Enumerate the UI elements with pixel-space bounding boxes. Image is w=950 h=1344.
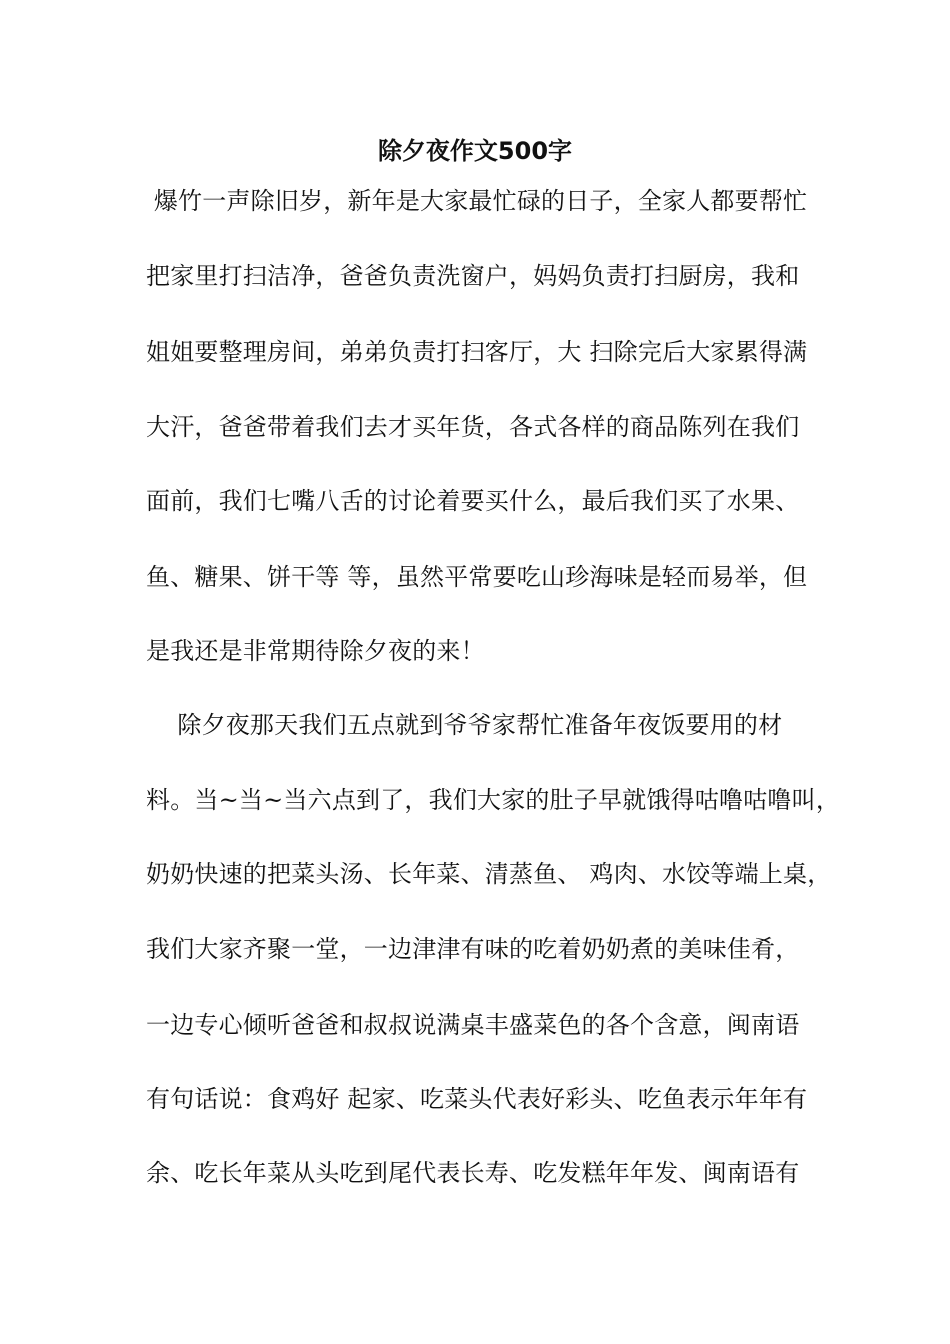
document-title: 除夕夜作文500字 [377, 137, 573, 165]
text-line: 是我还是非常期待除夕夜的来！ [146, 637, 485, 665]
text-line: 鱼、糖果、饼干等 等，虽然平常要吃山珍海味是轻而易举，但 [146, 563, 808, 591]
text-line: 大汗，爸爸带着我们去才买年货，各式各样的商品陈列在我们 [146, 413, 800, 441]
text-line: 有句话说：食鸡好 起家、吃菜头代表好彩头、吃鱼表示年年有 [146, 1085, 808, 1113]
text-line: 料。当~当~当六点到了，我们大家的肚子早就饿得咕噜咕噜叫， [146, 786, 841, 814]
text-line: 面前，我们七嘴八舌的讨论着要买什么，最后我们买了水果、 [146, 487, 800, 515]
text-line: 余、吃长年菜从头吃到尾代表长寿、吃发糕年年发、闽南语有 [146, 1159, 800, 1187]
text-line: 我们大家齐聚一堂，一边津津有味的吃着奶奶煮的美味佳肴， [146, 935, 800, 963]
text-line: 一边专心倾听爸爸和叔叔说满桌丰盛菜色的各个含意，闽南语 [146, 1011, 800, 1039]
text-line: 爆竹一声除旧岁，新年是大家最忙碌的日子，全家人都要帮忙 [146, 187, 808, 215]
text-line: 除夕夜那天我们五点就到爷爷家帮忙准备年夜饭要用的材 [146, 711, 783, 739]
text-line: 奶奶快速的把菜头汤、长年菜、清蒸鱼、 鸡肉、水饺等端上桌， [146, 860, 832, 888]
text-line: 把家里打扫洁净，爸爸负责洗窗户，妈妈负责打扫厨房，我和 [146, 262, 800, 290]
text-line: 姐姐要整理房间，弟弟负责打扫客厅，大 扫除完后大家累得满 [146, 338, 808, 366]
